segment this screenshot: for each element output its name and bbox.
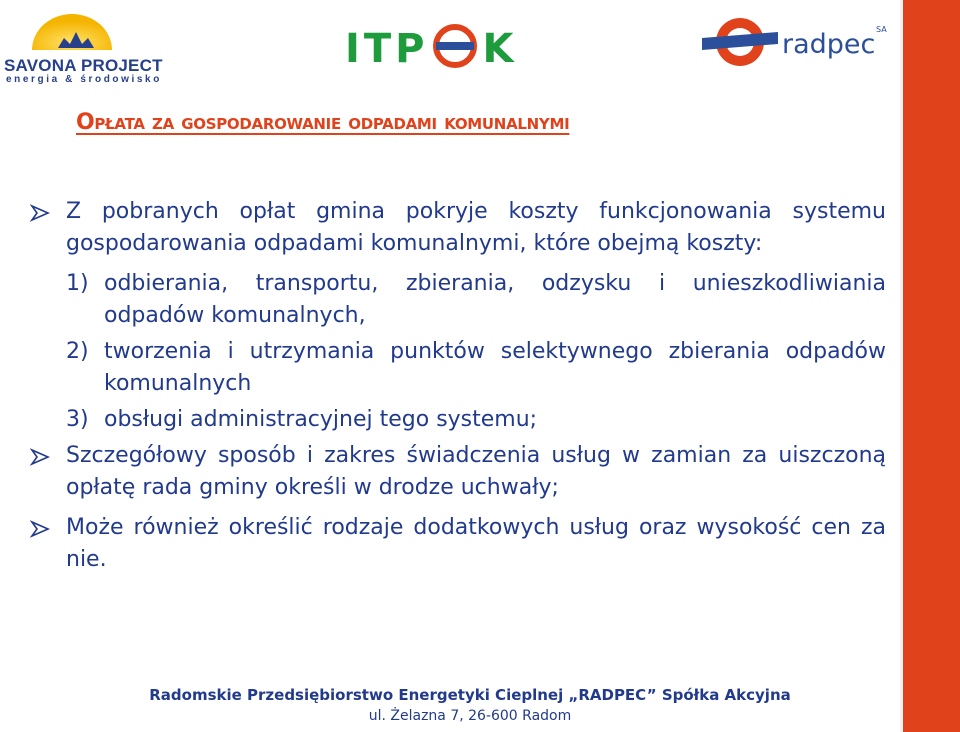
content-body — [30, 196, 886, 584]
footer-address: ul. Żelazna 7, 26-600 Radom — [368, 708, 572, 724]
list-item — [30, 404, 886, 436]
list-item-number: 1) — [66, 271, 89, 296]
bullet-text: Szczegółowy sposób i zakres świadczenia usług w zamian za uiszczoną opłatę rada gminy określi w drodze uchwały; — [66, 443, 886, 500]
radpec-emblem-icon — [700, 12, 780, 72]
radpec-name: radpec — [782, 29, 876, 60]
savona-sun-icon — [2, 8, 152, 58]
list-item-text: obsługi administracyjnej tego systemu; — [104, 407, 538, 432]
right-accent-bar — [903, 0, 960, 732]
bullet-text: Z pobranych opłat gmina pokryje koszty funkcjonowania systemu gospodarowania odpadami komunalnymi, które obejmą koszty: — [66, 199, 886, 256]
itpok-logo — [345, 24, 517, 74]
bullet-item — [30, 512, 886, 576]
itpok-o-recycle-icon — [432, 24, 478, 68]
bullet-item — [30, 440, 886, 504]
savona-project-logo — [2, 8, 163, 85]
savona-name: SAVONA PROJECT — [4, 56, 163, 75]
arrow-bullet-icon — [30, 448, 50, 466]
savona-subtitle: energia & środowisko — [6, 74, 162, 85]
list-item-text: odbierania, transportu, zbierania, odzysku i unieszkodliwiania odpadów komunalnych, — [104, 271, 886, 328]
itpok-text-left: ITP — [345, 26, 429, 72]
itpok-text-right: K — [482, 26, 518, 72]
list-item-number: 3) — [66, 407, 89, 432]
arrow-bullet-icon — [30, 520, 50, 538]
bullet-text: Może również określić rodzaje dodatkowych usług oraz wysokość cen za nie. — [66, 515, 886, 572]
radpec-suffix: SA — [876, 25, 887, 34]
page-title: Opłata za gospodarowanie odpadami komunalnymi — [76, 110, 570, 135]
footer-company-name: Radomskie Przedsiębiorstwo Energetyki Cieplnej „RADPEC” Spółka Akcyjna — [149, 686, 791, 704]
list-item-text: tworzenia i utrzymania punktów selektywnego zbierania odpadów komunalnych — [104, 339, 886, 396]
radpec-logo — [700, 12, 900, 72]
bullet-item — [30, 196, 886, 260]
arrow-bullet-icon — [30, 204, 50, 222]
list-item-number: 2) — [66, 339, 89, 364]
list-item — [30, 268, 886, 332]
list-item — [30, 336, 886, 400]
